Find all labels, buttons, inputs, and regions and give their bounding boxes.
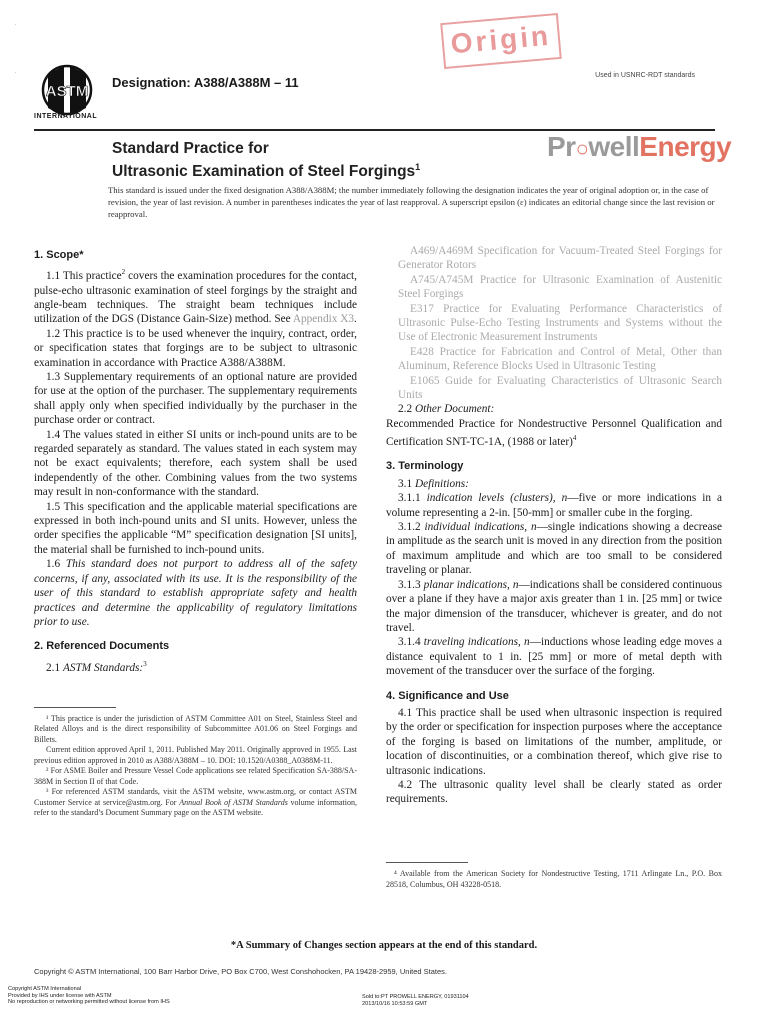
- watermark-part-1: Pr: [547, 131, 576, 162]
- paragraph-1-5: 1.5 This specification and the applicable material specifications are expressed in both inch-pound units and SI units. However, unless the order specifies the applicable “M” specification designation [SI units], the material shall be furnished to inch-pound units.: [34, 500, 357, 556]
- right-column: [386, 244, 722, 807]
- sold-to-notice: Sold to:PT PROWELL ENERGY, 01931104 2013/10/16 10:53:59 GMT: [362, 994, 469, 1007]
- reference-e1065[interactable]: E1065 Guide for Evaluating Characteristics of Ultrasonic Search Units: [398, 374, 722, 402]
- footnote-1-edition: Current edition approved April 1, 2011. Published May 2011. Originally approved in 1955. Last previous edition approved in 2010 as A388/A388M – 10. DOI: 10.1520/A0388_A0388M-11.: [34, 745, 357, 765]
- definition-individual-indications: 3.1.2 individual indications, n—single indications showing a decrease in amplitude as the search unit is moved in any direction from the position of maximum amplitude and which are too small to be considered traveling or planar.: [386, 521, 723, 577]
- section-heading-significance: 4. Significance and Use: [386, 689, 509, 702]
- reference-a469[interactable]: A469/A469M Specification for Vacuum-Treated Steel Forgings for Generator Rotors: [398, 245, 722, 272]
- watermark-part-3: Energy: [639, 131, 732, 162]
- section-heading-terminology: 3. Terminology: [386, 460, 464, 473]
- paragraph-1-3: 1.3 Supplementary requirements of an optional nature are provided for use at the option of the purchaser. The supplementary requirements shall apply only when specified individually by the purchaser in the purchase order or contract.: [34, 371, 357, 427]
- other-document-snt-tc-1a: Recommended Practice for Nondestructive Personnel Qualification and Certification SNT-TC-1A, (1988 or later)$^4$: [386, 417, 722, 449]
- section-heading-referenced-documents: 2. Referenced Documents: [34, 640, 170, 653]
- page-marker: ˈ: [14, 24, 17, 31]
- copyright-line: Copyright © ASTM International, 100 Barr Harbor Drive, PO Box C700, West Conshohocken, PA 19428-2959, United States.: [34, 967, 447, 976]
- footnote-1: ¹ This practice is under the jurisdiction of ASTM Committee A01 on Steel, Stainless Steel and Related Alloys and is the direct responsibility of Subcommittee A01.06 on Steel Forgings and Billets.: [34, 713, 357, 744]
- page-marker: ˈ: [14, 72, 17, 79]
- reference-e428[interactable]: E428 Practice for Fabrication and Control of Metal, Other than Aluminum, Reference Blocks Used in Ultrasonic Testing: [398, 345, 722, 373]
- paragraph-1-1: 1.1 This practice$^2$ covers the examination procedures for the contact, pulse-echo ultrasonic examination of steel forgings by the straight and angle-beam techniques. The straight beam techniques include utilization of the DGS (Distance Gain-Size) method. See Appendix X3.: [34, 268, 357, 326]
- paragraph-1-2: 1.2 This practice is to be used whenever the inquiry, contract, order, or specification states that forgings are to be subject to ultrasonic examination in accordance with Practice A388/A388M.: [34, 327, 357, 369]
- title-footnote-ref: 1: [415, 162, 421, 172]
- title-line-2: Ultrasonic Examination of Steel Forgings: [112, 163, 416, 181]
- license-notice: Copyright ASTM International Provided by IHS under license with ASTM No reproduction or networking permitted without license from IHS: [8, 986, 170, 1005]
- paragraph-1-4: 1.4 The values stated in either SI units or inch-pound units are to be regarded separately as standard. The values stated in each system may not be exact equivalents; therefore, each system shall be used independently of the other. Combining values from the two systems may result in non-conformance with the standard.: [34, 428, 357, 499]
- logo-text: ASTM: [45, 83, 89, 100]
- section-heading-scope: 1. Scope*: [34, 249, 84, 261]
- footnote-3: ³ For referenced ASTM standards, visit the ASTM website, www.astm.org, or contact ASTM Customer Service at service@astm.org. For Annual Book of ASTM Standards volume information, refer to the standard’s Document Summary page on the ASTM website.: [34, 787, 357, 818]
- paragraph-4-1: 4.1 This practice shall be used when ultrasonic inspection is required by the order or specification for inspection purposes where the acceptance of the forging is based on limitations of the number, amplitude, or location of discontinuities, or a combination thereof, which give rise to ultrasonic indications.: [386, 706, 722, 777]
- right-footnote-area: [386, 862, 722, 890]
- footnote-2: ² For ASME Boiler and Pressure Vessel Code applications see related Specification SA-388/SA-388M in Section II of that Code.: [34, 766, 357, 786]
- appendix-x3-link[interactable]: Appendix X3: [292, 313, 355, 326]
- watermark-circle: ○: [575, 136, 589, 161]
- prowell-energy-watermark: [547, 131, 731, 163]
- definition-traveling-indications: 3.1.4 traveling indications, n—inductions whose leading edge moves a distance equivalent to 1 in. [25 mm] or more of metal depth with movement of the transducer over the surface of the forging.: [386, 636, 722, 678]
- logo-subtext: INTERNATIONAL: [34, 113, 98, 120]
- definition-planar-indications: 3.1.3 planar indications, n—indications shall be considered continuous over a plane if they have a major axis greater than 1 in. [25 mm] or twice the major dimension of the transducer, whichever is greater, and do not travel.: [386, 578, 722, 634]
- footnote-rule: [34, 707, 116, 708]
- reference-e317[interactable]: E317 Practice for Evaluating Performance Characteristics of Ultrasonic Pulse-Echo Testing Instruments and Systems without the Use of Electronic Measurement Instruments: [398, 302, 722, 344]
- paragraph-2-1: 2.1 ASTM Standards:$^3$: [46, 659, 147, 674]
- paragraph-1-6: 1.6 This standard does not purport to address all of the safety concerns, if any, associated with its use. It is the responsibility of the user of this standard to establish appropriate safety and health practices and determine the applicability of regulatory limitations prior to use.: [34, 558, 357, 628]
- used-in-note: Used in USNRC-RDT standards: [595, 72, 695, 79]
- paragraph-4-2: 4.2 The ultrasonic quality level shall be clearly stated as order requirements.: [386, 778, 722, 806]
- title-line-1: Standard Practice for: [112, 140, 269, 157]
- issuance-notice: This standard is issued under the fixed designation A388/A388M; the number immediately following the designation indicates the year of original adoption or, in the case of revision, the year of last revision. A number in parentheses indicates the year of last reapproval. A superscript epsilon (ε) indicates an editorial change since the last revision or reapproval.: [108, 185, 715, 219]
- footnote-4: ⁴ Available from the American Society for Nondestructive Testing, 1711 Arlingate Ln., P.O. Box 28518, Columbus, OH 43228-0518.: [386, 869, 722, 889]
- origin-stamp: Origin: [440, 13, 562, 69]
- watermark-part-2: well: [588, 131, 640, 162]
- paragraph-3-1: 3.1 Definitions:: [398, 477, 469, 490]
- paragraph-2-2: 2.2 Other Document:: [398, 403, 495, 416]
- definition-indication-levels: 3.1.1 indication levels (clusters), n—five or more indications in a volume representing a 2-in. [50-mm] or smaller cube in the forging.: [386, 492, 723, 519]
- designation: Designation: A388/A388M – 11: [112, 75, 299, 90]
- summary-of-changes-note: *A Summary of Changes section appears at the end of this standard.: [230, 940, 538, 951]
- reference-a745[interactable]: A745/A745M Practice for Ultrasonic Examination of Austenitic Steel Forgings: [398, 273, 722, 301]
- footnote-rule: [386, 862, 468, 863]
- left-column: [34, 248, 357, 819]
- document-title: [112, 139, 420, 181]
